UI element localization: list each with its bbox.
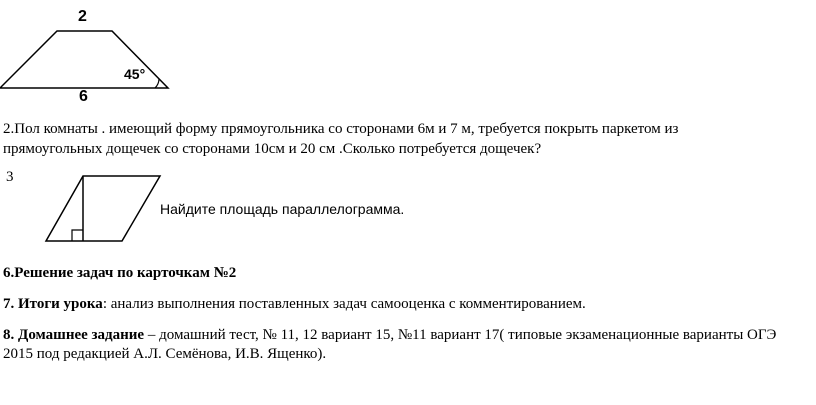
- section8-title: 8. Домашнее задание: [3, 327, 145, 343]
- section7-line: [3, 296, 586, 313]
- trapezoid-bottom-label: 6: [79, 88, 88, 105]
- right-angle-mark: [72, 230, 83, 241]
- task3-number: 3: [6, 169, 14, 185]
- section6-heading: 6.Решение задач по карточкам №2: [3, 265, 237, 281]
- section8-line1: [3, 327, 776, 344]
- task2-line2: прямоугольных дощечек со сторонами 10см и 20 см .Сколько потребуется дощечек?: [3, 141, 542, 157]
- angle-arc: [155, 79, 159, 88]
- task3-prompt: Найдите площадь параллелограмма.: [160, 201, 405, 217]
- parallelogram-shape: [46, 176, 160, 241]
- section7-text: : анализ выполнения поставленных задач самооценка с комментированием.: [102, 296, 586, 312]
- task2-line1: 2.Пол комнаты . имеющий форму прямоугольника со сторонами 6м и 7 м, требуется покрыть паркетом из: [3, 121, 679, 137]
- section7-title: 7. Итоги урока: [3, 296, 103, 312]
- section8-line2: 2015 под редакцией А.Л. Семёнова, И.В. Ященко).: [3, 346, 327, 362]
- trapezoid-top-label: 2: [78, 8, 87, 25]
- trapezoid-angle-label: 45°: [124, 66, 146, 82]
- section8-text: – домашний тест, № 11, 12 вариант 15, №11 вариант 17( типовые экзаменационные варианты ОГЭ: [144, 327, 777, 343]
